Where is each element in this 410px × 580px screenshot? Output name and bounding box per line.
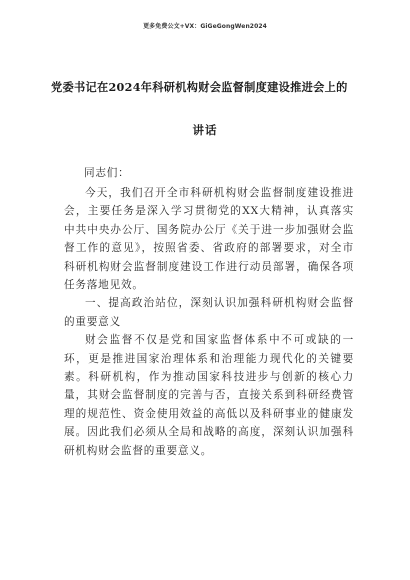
document-body [64,184,354,460]
document-title-continuation: 讲话 [192,123,218,137]
paragraph-opening: 今天，我们召开全市科研机构财会监督制度建设推进会，主要任务是深入学习贯彻党的XX大精神，认真落实中共中央办公厅、国务院办公厅《关于进一步加强财会监督工作的意见》，按照省委、省政府的部署要求，对全市科研机构财会监督制度建设工作进行动员部署，确保各项任务落地见效。 [64,187,354,292]
paragraph-section-1: 财会监督不仅是党和国家监督体系中不可或缺的一环，更是推进国家治理体系和治理能力现代化的关键要素。科研机构，作为推动国家科技进步与创新的核心力量，其财会监督制度的完善与否，直接关系到科研经费管理的规范性、资金使用效益的高低以及科研事业的健康发展。因此我们必须从全局和战略的高度，深刻认识加强科研机构财会监督的重要意义。 [64,334,354,457]
salutation: 同志们： [84,167,130,179]
header-note: 更多免费公文+VX：GiGeGongWen2024 [143,23,267,30]
section-heading-1: 一、提高政治站位，深刻认识加强科研机构财会监督的重要意义 [64,297,354,328]
document-title: 党委书记在2024年科研机构财会监督制度建设推进会上的 [51,80,348,94]
